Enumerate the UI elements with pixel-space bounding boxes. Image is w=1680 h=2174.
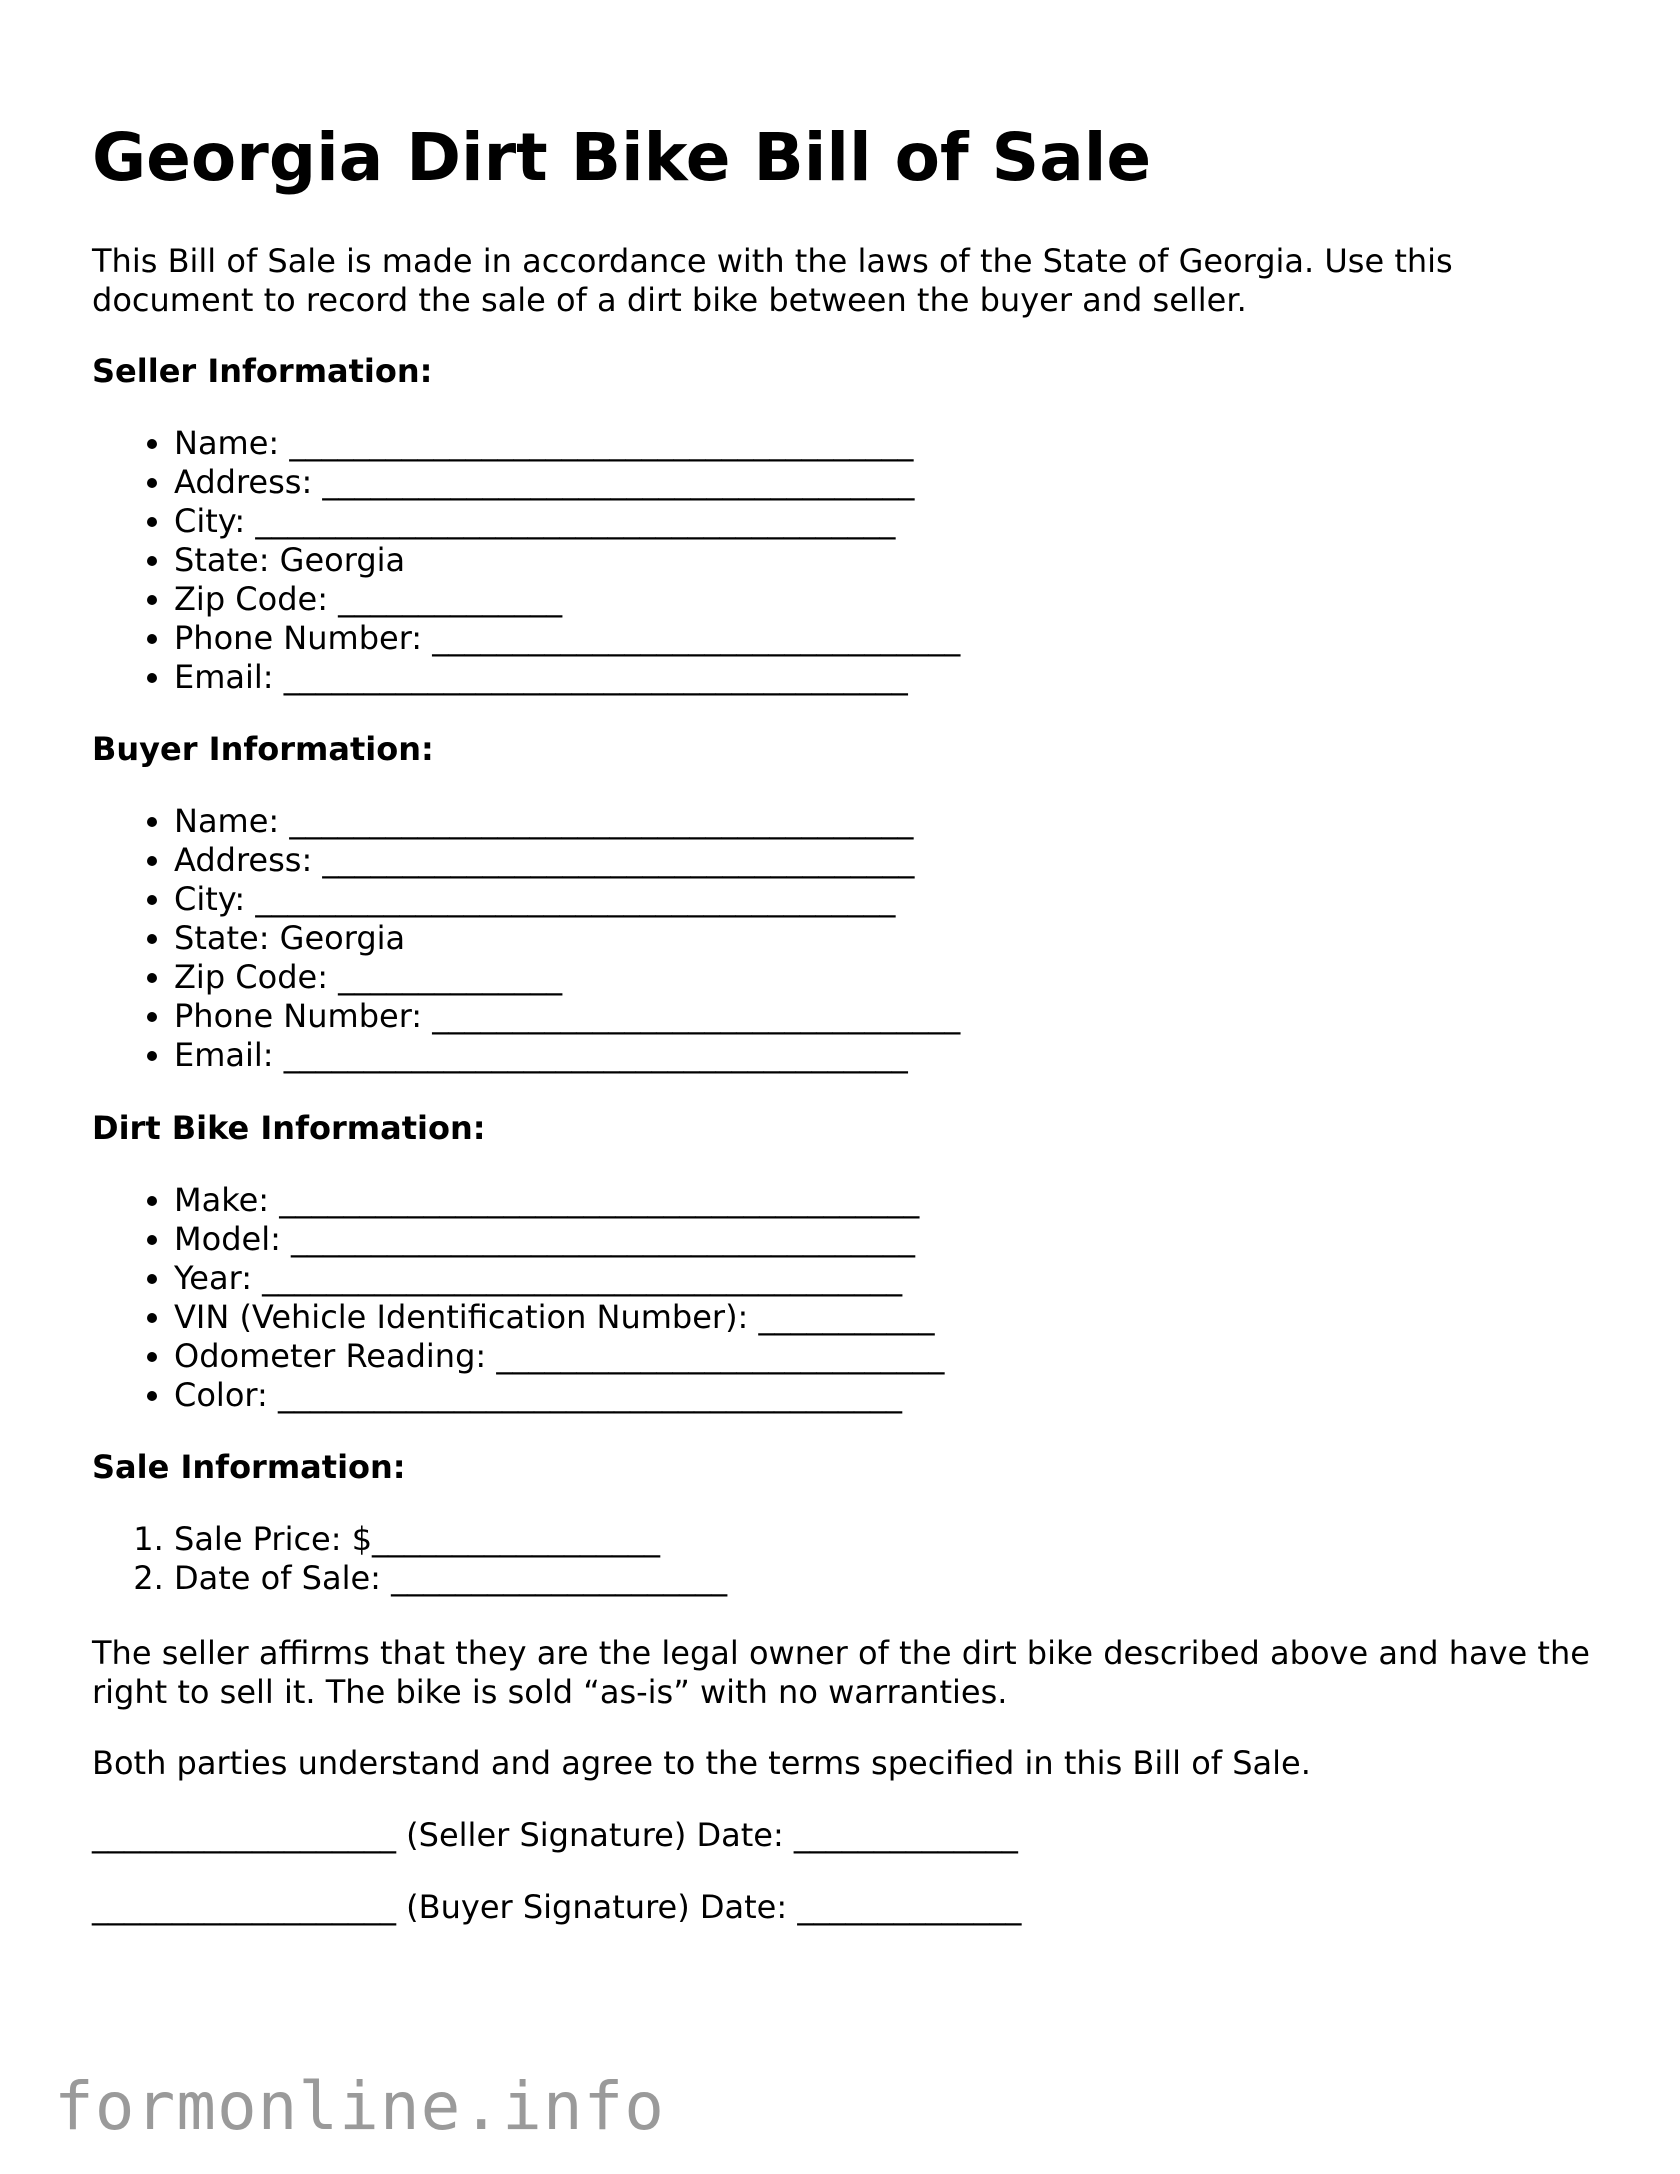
buyer-phone-field: • Phone Number: _________________________________	[174, 997, 960, 1036]
seller-heading: Seller Information:	[92, 352, 433, 390]
buyer-fields-list	[92, 802, 960, 1075]
seller-zip-field: • Zip Code: ______________	[174, 580, 960, 619]
seller-phone-field: • Phone Number: _________________________________	[174, 619, 960, 658]
sale-date-field: 2. Date of Sale: _____________________	[174, 1559, 727, 1598]
buyer-zip-field: • Zip Code: ______________	[174, 958, 960, 997]
buyer-name-field: • Name: _______________________________________	[174, 802, 960, 841]
bike-make-field: • Make: ________________________________________	[174, 1181, 944, 1220]
bike-fields-list	[92, 1181, 944, 1415]
seller-state-field: • State: Georgia	[174, 541, 960, 580]
bike-odometer-field: • Odometer Reading: ____________________________	[174, 1337, 944, 1376]
bike-heading: Dirt Bike Information:	[92, 1109, 486, 1147]
buyer-address-field: • Address: _____________________________________	[174, 841, 960, 880]
seller-fields-list	[92, 424, 960, 697]
buyer-state-field: • State: Georgia	[174, 919, 960, 958]
bike-year-field: • Year: ________________________________________	[174, 1259, 944, 1298]
agreement-paragraph: Both parties understand and agree to the terms specified in this Bill of Sale.	[92, 1744, 1311, 1782]
intro-paragraph: This Bill of Sale is made in accordance with the laws of the State of Georgia. Use this document to record the sale of a dirt bike between the buyer and seller.	[92, 242, 1453, 319]
sale-heading: Sale Information:	[92, 1448, 406, 1486]
watermark: formonline.info	[54, 2068, 666, 2145]
page-title: Georgia Dirt Bike Bill of Sale	[92, 119, 1152, 196]
sale-price-field: 1. Sale Price: $__________________	[174, 1520, 727, 1559]
bike-vin-field: • VIN (Vehicle Identification Number): ___________	[174, 1298, 944, 1337]
buyer-heading: Buyer Information:	[92, 730, 434, 768]
bike-model-field: • Model: _______________________________________	[174, 1220, 944, 1259]
seller-name-field: • Name: _______________________________________	[174, 424, 960, 463]
affirmation-paragraph: The seller affirms that they are the legal owner of the dirt bike described above and have the right to sell it. The bike is sold “as-is” with no warranties.	[92, 1634, 1590, 1711]
seller-signature-line: ___________________ (Seller Signature) Date: ______________	[92, 1816, 1018, 1854]
seller-address-field: • Address: _____________________________________	[174, 463, 960, 502]
seller-email-field: • Email: _______________________________________	[174, 658, 960, 697]
bike-color-field: • Color: _______________________________________	[174, 1376, 944, 1415]
buyer-city-field: • City: ________________________________________	[174, 880, 960, 919]
buyer-email-field: • Email: _______________________________________	[174, 1036, 960, 1075]
seller-city-field: • City: ________________________________________	[174, 502, 960, 541]
buyer-signature-line: ___________________ (Buyer Signature) Date: ______________	[92, 1888, 1022, 1926]
sale-fields-list	[92, 1520, 727, 1598]
